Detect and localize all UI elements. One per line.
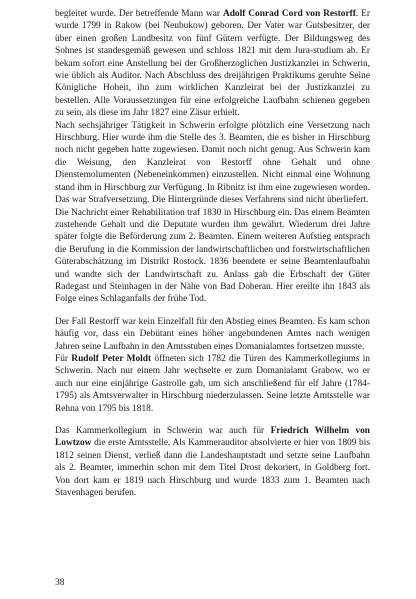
paragraph-text: Das Kammerkollegium in Schwerin war auch für xyxy=(55,426,271,436)
person-name: Adolf Conrad Cord von Restorff xyxy=(222,9,356,19)
paragraph xyxy=(55,316,370,353)
paragraph-text: Der Fall Restorff war kein Einzelfall für den Abstieg eines Beamten. Es kam schon häufig vor, dass ein Debütant eines höher angebundenen Amtes nach wenigen Jahren seine Laufbahn in den Amtsstuben eines Domanialamtes fortsetzen musste. xyxy=(55,316,370,352)
paragraph-text: Nach sechsjähriger Tätigkeit in Schwerin erfolgte plötzlich eine Versetzung nach Hirschburg. Hier wurde ihm die Stelle des 3. Beamten, die es bisher in Hirschburg noch nicht gegeben hatte zugewiesen. Damit noch nicht genug. Aus Schwerin kam die Weisung, den Kanzleirat von Restorff ohne Gehalt und ohne Dienstemolumenten (Nebeneinkommen) einzustellen. Nicht einmal eine Wohnung stand ihm in Hirschburg zur Verfügung. In Ribnitz ist ihm eine zugewiesen worden. Das war Strafversetzung. Die Hintergründe dieses Verfahrens sind nicht überliefert. xyxy=(55,120,370,206)
paragraph-text: öffneten sich 1782 die Türen des Kammerkollegiums in Schwerin. Nach nur einem Jahr wechselte er zum Domanialamt Grabow, wo er auch nur eine einjährige Gastrolle gab, um sich anschließend für elf Jahre (1784-1795) als Amtsverwalter in Hirschburg niederzulassen. Seine letzte Amtsstelle war Rehna von 1795 bis 1818. xyxy=(55,353,370,414)
paragraph xyxy=(55,207,370,306)
paragraph-text: Für xyxy=(55,353,72,364)
paragraph-text: die erste Amtsstelle. Als Kammerauditor absolvierte er hier von 1809 bis 1812 seinen Dienst, verließ dann die Landeshauptstadt und setzte seine Laufbahn als 2. Beamter, immerhin schon mit dem Titel Drost dekoriert, in Goldberg fort. Von dort kam er 1819 nach Hirschburg und wurde 1833 zum 1. Beamten nach Stavenhagen berufen. xyxy=(55,438,370,499)
paragraph xyxy=(55,120,370,207)
page-number: 38 xyxy=(55,578,65,588)
paragraph xyxy=(55,8,370,120)
paragraph-gap xyxy=(55,306,370,316)
paragraph xyxy=(55,425,370,499)
paragraph-text: begleitet wurde. Der betreffende Mann war xyxy=(55,9,223,19)
paragraph-text: . Er wurde 1799 in Rakow (bei Neubukow) geboren. Der Vater war Gutsbesitzer, der über einen großen Landbesitz von fünf Gütern verfügte. Der Bildungsweg des Sohnes ist standesgemäß gewesen und schloss 1821 mit dem Jura-studium ab. Er bekam sofort eine Anstellung bei der Großherzoglichen Justizkanzlei in Schwerin, wie üblich als Auditor. Nach Abschluss des dreijährigen Praktikums geruhte Seine Königliche Hoheit, ihn zum wirklichen Kanzleirat bei der Justizkanzlei zu bestellen. Alle Voraussetzungen für eine erfolgreiche Laufbahn schienen gegeben zu sein, als diese im Jahr 1827 eine Zäsur erhielt. xyxy=(55,9,370,119)
paragraph-text: Die Nachricht einer Rehabilitation traf 1830 in Hirschburg ein. Das einem Beamten zustehende Gehalt und die Deputate wurden ihm gewährt. Wiederum drei Jahre später folgte die Beförderung zum 2. Beamten. Einem weiteren Aufstieg entsprach die Berufung in die Kommission der landwirtschaftlichen und forstwirtschaftlichen Güterabschätzung im Distrikt Rostock. 1836 beendete er seine Beamtenlaufbahn und wandte sich der Landwirtschaft zu. Anlass gab die Erbschaft der Güter Radegast und Steinhagen in der Nähe von Bad Doberan. Hier ereilte ihn 1843 als Folge eines Schlaganfalls der frühe Tod. xyxy=(55,207,370,305)
person-name: Rudolf Peter Moldt xyxy=(71,353,152,364)
paragraph-gap xyxy=(55,415,370,425)
body-text xyxy=(55,8,370,499)
person-name: Friedrich Wilhelm von Lowtzow xyxy=(55,426,370,449)
paragraph xyxy=(55,353,370,415)
